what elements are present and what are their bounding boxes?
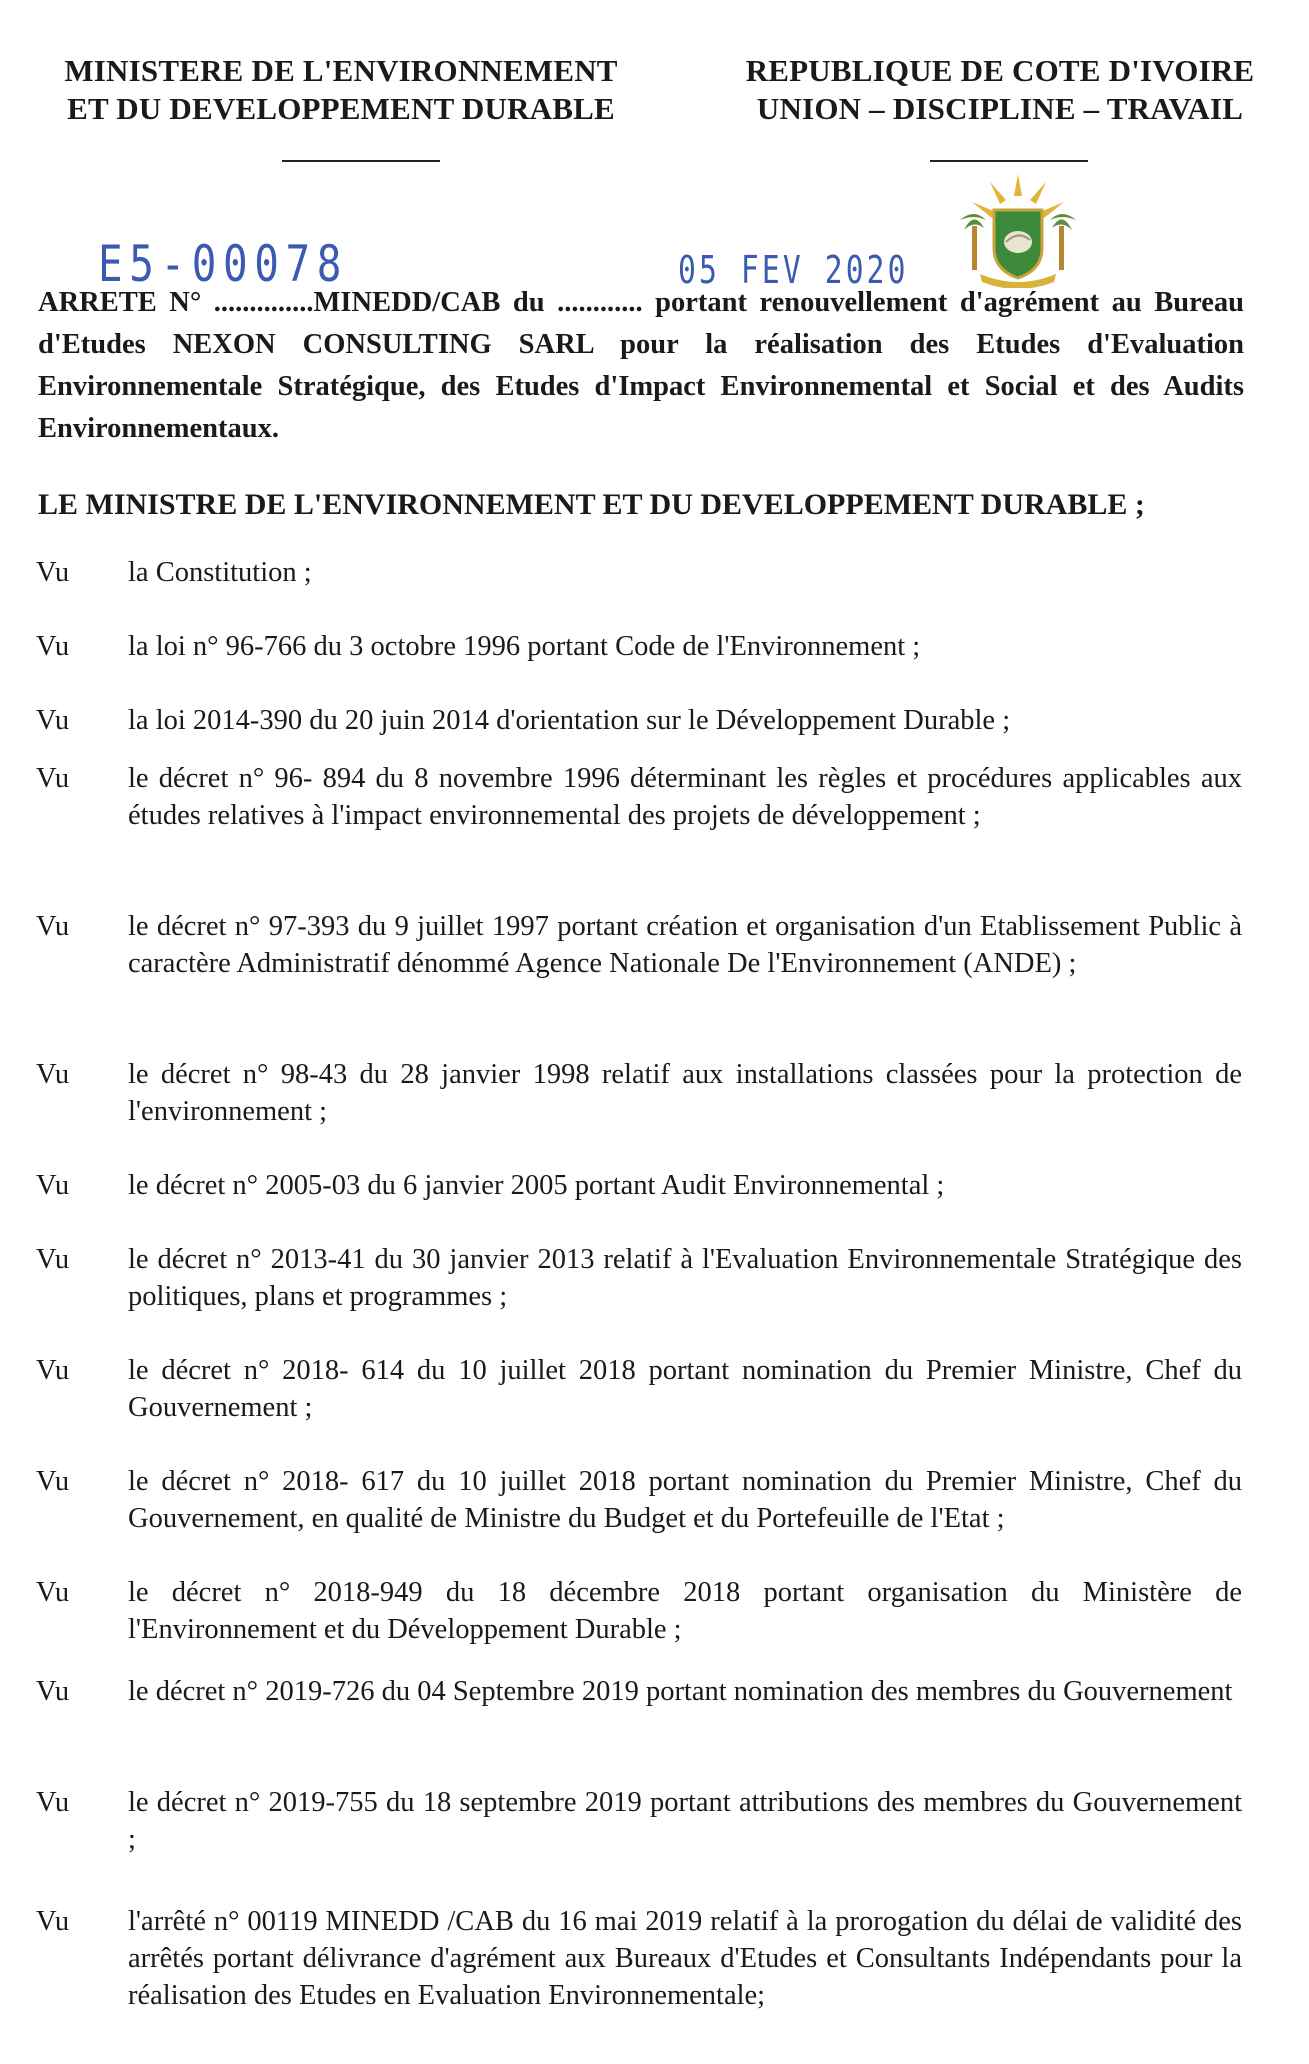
vu-label: Vu: [36, 705, 70, 736]
consideration-text: le décret n° 2019-726 du 04 Septembre 2019 portant nomination des membres du Gouvernement: [128, 1676, 1233, 1707]
vu-label: Vu: [36, 1577, 70, 1608]
vu-label: Vu: [36, 1466, 70, 1497]
vu-label: Vu: [36, 911, 70, 942]
vu-label: Vu: [36, 1244, 70, 1275]
decree-number-stamp: E5-00078: [98, 235, 348, 293]
republic-motto: UNION – DISCIPLINE – TRAVAIL: [756, 91, 1244, 126]
ministry-header: [36, 52, 646, 128]
vu-label: Vu: [36, 1059, 70, 1090]
consideration-text: la loi 2014-390 du 20 juin 2014 d'orientation sur le Développement Durable ;: [128, 705, 1011, 736]
consideration-text: le décret n° 97-393 du 9 juillet 1997 portant création et organisation d'un Etablissement Public à caractère Administratif dénommé Agence Nationale De l'Environnement (ANDE) ;: [128, 911, 1242, 979]
minister-line: LE MINISTRE DE L'ENVIRONNEMENT ET DU DEVELOPPEMENT DURABLE ;: [38, 488, 1145, 521]
ministry-line-1: MINISTERE DE L'ENVIRONNEMENT: [64, 53, 618, 88]
consideration-text: le décret n° 2005-03 du 6 janvier 2005 portant Audit Environnemental ;: [128, 1170, 945, 1201]
republic-divider: [930, 160, 1088, 162]
republic-line-1: REPUBLIQUE DE COTE D'IVOIRE: [745, 53, 1255, 88]
consideration-text: le décret n° 2013-41 du 30 janvier 2013 relatif à l'Evaluation Environnementale Stratégique des politiques, plans et programmes ;: [128, 1244, 1242, 1312]
vu-label: Vu: [36, 1787, 70, 1818]
vu-label: Vu: [36, 763, 70, 794]
vu-label: Vu: [36, 1170, 70, 1201]
vu-label: Vu: [36, 631, 70, 662]
vu-label: Vu: [36, 557, 70, 588]
vu-label: Vu: [36, 1906, 70, 1937]
republic-header: [710, 52, 1290, 128]
consideration-text: le décret n° 2018-949 du 18 décembre 2018 portant organisation du Ministère de l'Environnement et du Développement Durable ;: [128, 1577, 1242, 1645]
consideration-text: l'arrêté n° 00119 MINEDD /CAB du 16 mai 2019 relatif à la prorogation du délai de validité des arrêtés portant délivrance d'agrément aux Bureaux d'Etudes et Consultants Indépendants pour la réalisation des Etudes en Evaluation Environnementale;: [128, 1906, 1242, 2011]
ministry-divider: [282, 160, 440, 162]
consideration-text: le décret n° 2018- 614 du 10 juillet 2018 portant nomination du Premier Ministre, Chef du Gouvernement ;: [128, 1355, 1242, 1423]
consideration-text: le décret n° 2018- 617 du 10 juillet 2018 portant nomination du Premier Ministre, Chef du Gouvernement, en qualité de Ministre du Budget et du Portefeuille de l'Etat ;: [128, 1466, 1242, 1534]
consideration-text: le décret n° 2019-755 du 18 septembre 2019 portant attributions des membres du Gouvernement ;: [128, 1787, 1242, 1855]
vu-label: Vu: [36, 1355, 70, 1386]
coat-of-arms-icon: [950, 170, 1086, 288]
consideration-text: le décret n° 96- 894 du 8 novembre 1996 déterminant les règles et procédures applicables aux études relatives à l'impact environnemental des projets de développement ;: [128, 763, 1242, 831]
date-stamp: 05 FEV 2020: [678, 248, 909, 292]
ministry-line-2: ET DU DEVELOPPEMENT DURABLE: [67, 91, 615, 126]
consideration-text: la loi n° 96-766 du 3 octobre 1996 portant Code de l'Environnement ;: [128, 631, 921, 662]
decree-title: ARRETE N° ..............MINEDD/CAB du ............ portant renouvellement d'agrément au Bureau d'Etudes NEXON CONSULTING SARL pour la réalisation des Etudes d'Evaluation Environnementale Stratégique, des Etudes d'Impact Environnemental et Social et des Audits Environnementaux.: [38, 287, 1244, 444]
consideration-text: le décret n° 98-43 du 28 janvier 1998 relatif aux installations classées pour la protection de l'environnement ;: [128, 1059, 1242, 1127]
consideration-text: la Constitution ;: [128, 557, 312, 588]
vu-label: Vu: [36, 1676, 70, 1707]
